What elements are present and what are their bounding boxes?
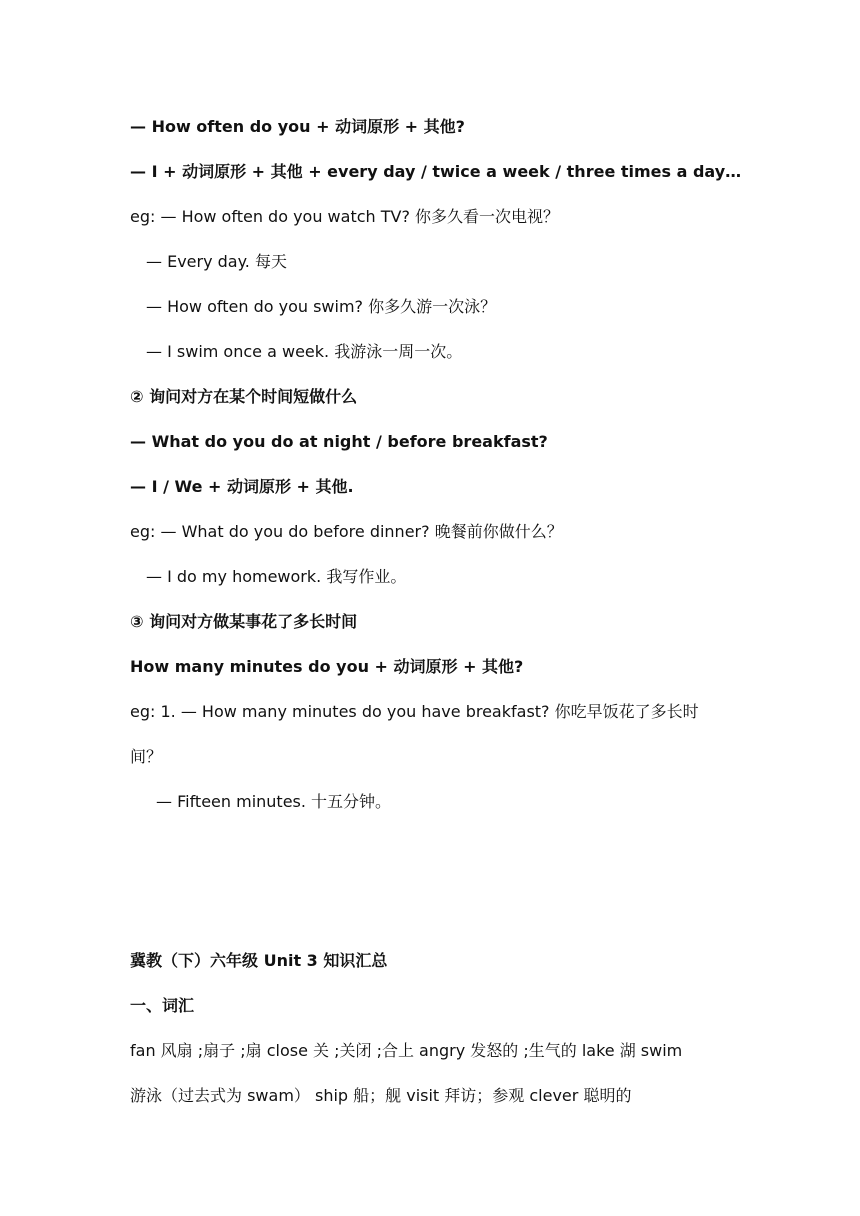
- example-swim-once-week: — I swim once a week. 我游泳一周一次。: [146, 342, 463, 361]
- vocabulary-line-1: fan 风扇 ;扇子 ;扇 close 关 ;关闭 ;合上 angry 发怒的 ;生气的 lake 湖 swim: [130, 1041, 683, 1060]
- section-heading-how-long: ③ 询问对方做某事花了多长时间: [130, 612, 358, 631]
- pattern-question-what-do: — What do you do at night / before breakfast?: [130, 432, 548, 451]
- pattern-answer-frequency: — I + 动词原形 + 其他 + every day / twice a week / three times a day…: [130, 162, 742, 181]
- pattern-answer-verb: — I / We + 动词原形 + 其他.: [130, 477, 354, 496]
- vocabulary-heading: 一、词汇: [130, 996, 195, 1015]
- example-fifteen-minutes: — Fifteen minutes. 十五分钟。: [156, 792, 392, 811]
- section-heading-what-time: ② 询问对方在某个时间短做什么: [130, 387, 358, 406]
- example-breakfast-cont: 间？: [130, 747, 163, 766]
- example-how-often-swim: — How often do you swim? 你多久游一次泳？: [146, 297, 497, 316]
- example-breakfast: eg: 1. — How many minutes do you have breakfast? 你吃早饭花了多长时: [130, 702, 699, 721]
- pattern-question-how-often: — How often do you + 动词原形 + 其他?: [130, 117, 465, 136]
- pattern-question-how-many-minutes: How many minutes do you + 动词原形 + 其他?: [130, 657, 524, 676]
- example-before-dinner: eg: — What do you do before dinner? 晚餐前你做什么？: [130, 522, 563, 541]
- example-watch-tv: eg: — How often do you watch TV? 你多久看一次电视？: [130, 207, 560, 226]
- example-every-day: — Every day. 每天: [146, 252, 287, 271]
- vocabulary-line-2: 游泳（过去式为 swam） ship 船；舰 visit 拜访；参观 clever 聪明的: [130, 1086, 632, 1105]
- unit-title: 冀教（下）六年级 Unit 3 知识汇总: [130, 951, 388, 970]
- example-homework: — I do my homework. 我写作业。: [146, 567, 407, 586]
